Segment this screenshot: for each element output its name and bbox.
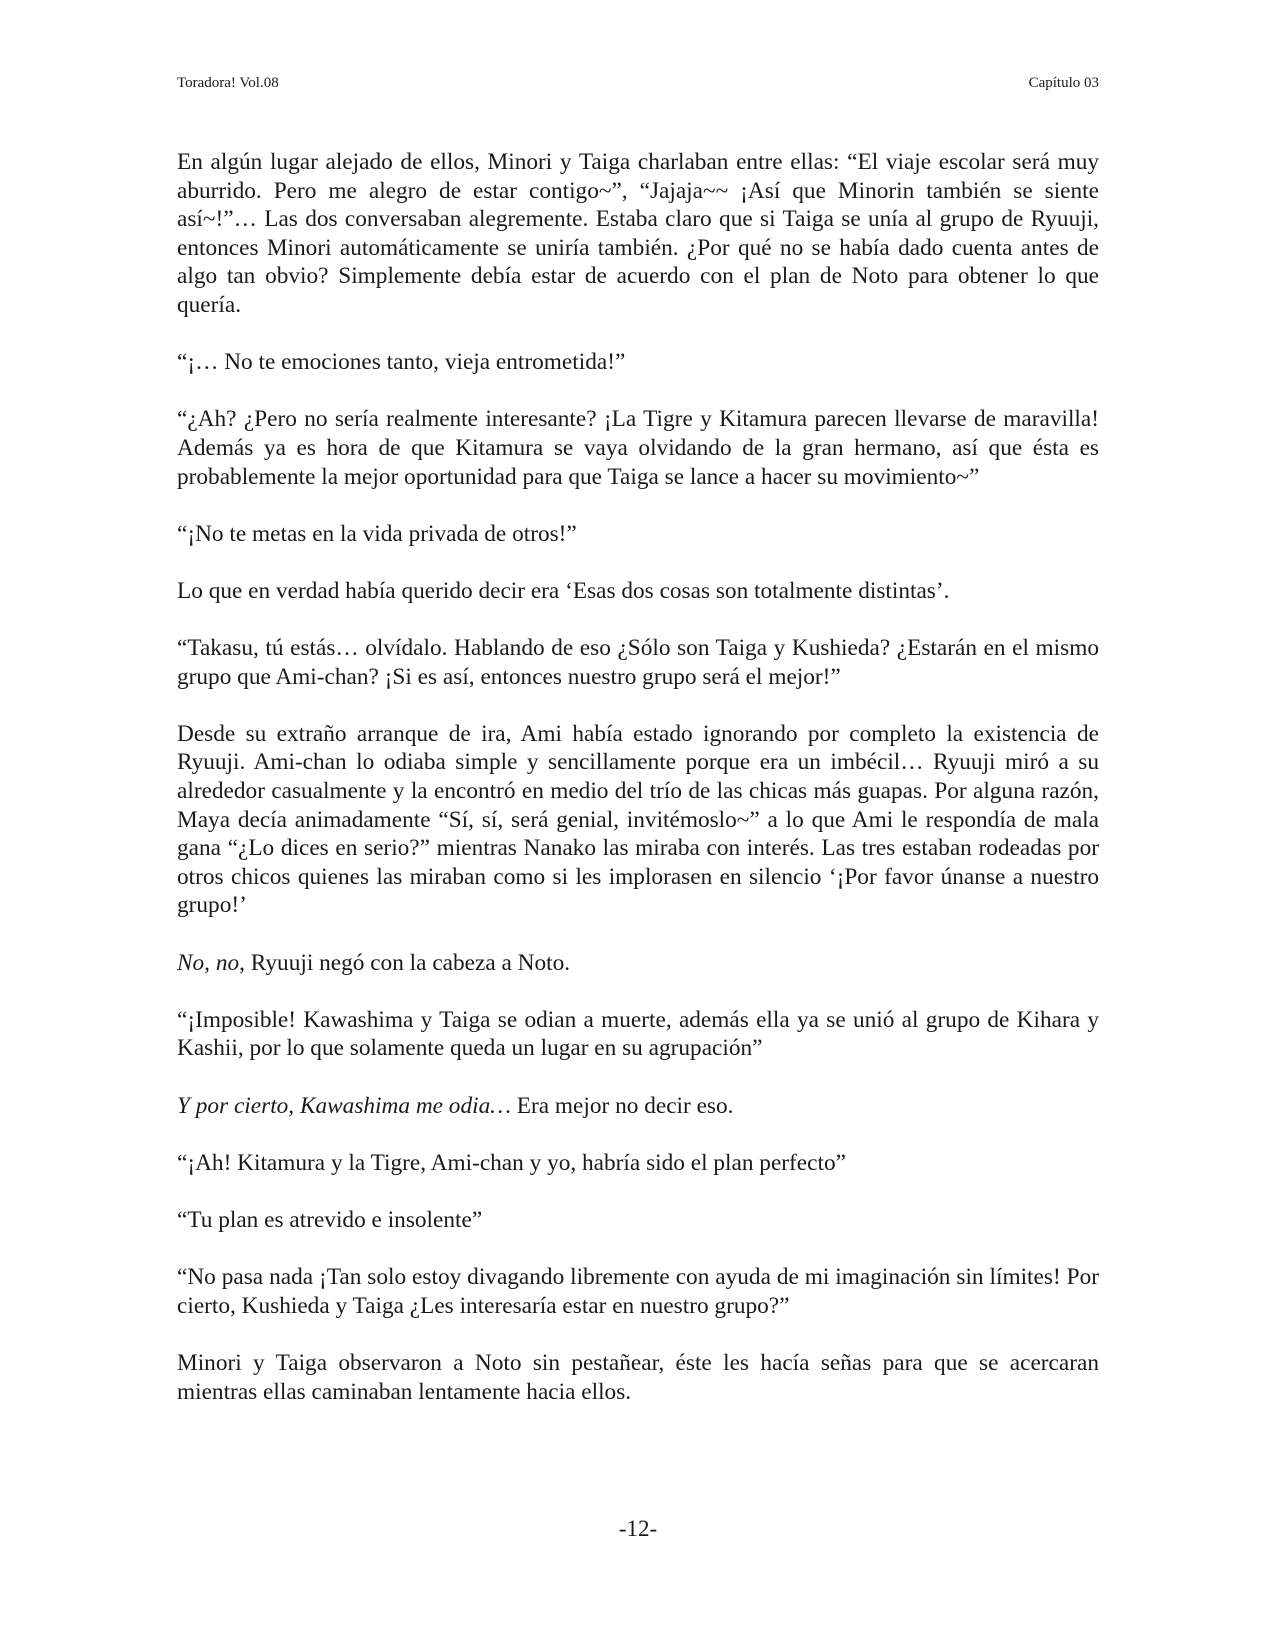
- body-text: [177, 148, 1099, 1406]
- paragraph-9: “¡Imposible! Kawashima y Taiga se odian a muerte, además ella ya se unió al grupo de Kihara y Kashii, por lo que solamente queda un lugar en su agrupación”: [177, 1006, 1099, 1062]
- paragraph-10: Y por cierto, Kawashima me odia… Era mejor no decir eso.: [177, 1092, 734, 1119]
- header-book-title: Toradora! Vol.08: [177, 75, 279, 91]
- italic-phrase: No, no: [177, 949, 240, 976]
- paragraph-12: “Tu plan es atrevido e insolente”: [177, 1206, 483, 1233]
- paragraph-3: “¿Ah? ¿Pero no sería realmente interesante? ¡La Tigre y Kitamura parecen llevarse de maravilla! Además ya es hora de que Kitamura se vaya olvidando de la gran hermano, así que ésta es probablemente la mejor oportunidad para que Taiga se lance a hacer su movimiento~”: [177, 406, 1099, 490]
- paragraph-14: Minori y Taiga observaron a Noto sin pestañear, éste les hacía señas para que se acercaran mientras ellas caminaban lentamente hacia ellos.: [177, 1349, 1099, 1405]
- paragraph-8: No, no, Ryuuji negó con la cabeza a Noto.: [177, 949, 571, 976]
- paragraph-11: “¡Ah! Kitamura y la Tigre, Ami-chan y yo, habría sido el plan perfecto”: [177, 1149, 846, 1176]
- paragraph-7: Desde su extraño arranque de ira, Ami había estado ignorando por completo la existencia de Ryuuji. Ami-chan lo odiaba simple y sencillamente porque era un imbécil… Ryuuji miró a su alrededor casualmente y la encontró en medio del trío de las chicas más guapas. Por alguna razón, Maya decía animadamente “Sí, sí, será genial, invitémoslo~” a lo que Ami le respondía de mala gana “¿Lo dices en serio?” mientras Nanako las miraba con interés. Las tres estaban rodeadas por otros chicos quienes las miraban como si les implorasen en silencio ‘¡Por favor únanse a nuestro grupo!’: [177, 720, 1099, 919]
- italic-phrase: Y por cierto, Kawashima me odia…: [177, 1092, 511, 1119]
- paragraph-4: “¡No te metas en la vida privada de otros!”: [177, 520, 577, 547]
- paragraph-6: “Takasu, tú estás… olvídalo. Hablando de eso ¿Sólo son Taiga y Kushieda? ¿Estarán en el mismo grupo que Ami-chan? ¡Si es así, entonces nuestro grupo será el mejor!”: [177, 635, 1099, 690]
- paragraph-1: En algún lugar alejado de ellos, Minori y Taiga charlaban entre ellas: “El viaje escolar será muy aburrido. Pero me alegro de estar contigo~”, “Jajaja~~ ¡Así que Minorin también se siente así~!”… Las dos conversaban alegremente. Estaba claro que si Taiga se unía al grupo de Ryuuji, entonces Minori automáticamente se uniría también. ¿Por qué no se había dado cuenta antes de algo tan obvio? Simplemente debía estar de acuerdo con el plan de Noto para obtener lo que quería.: [177, 149, 1099, 318]
- paragraph-2: “¡… No te emociones tanto, vieja entrometida!”: [177, 349, 626, 376]
- paragraph-5: Lo que en verdad había querido decir era ‘Esas dos cosas son totalmente distintas’.: [177, 577, 950, 604]
- page-number: -12-: [618, 1516, 658, 1541]
- paragraph-13: “No pasa nada ¡Tan solo estoy divagando libremente con ayuda de mi imaginación sin límites! Por cierto, Kushieda y Taiga ¿Les interesaría estar en nuestro grupo?”: [177, 1264, 1099, 1319]
- header-chapter: Capítulo 03: [1028, 75, 1099, 91]
- page-header: [177, 73, 1099, 97]
